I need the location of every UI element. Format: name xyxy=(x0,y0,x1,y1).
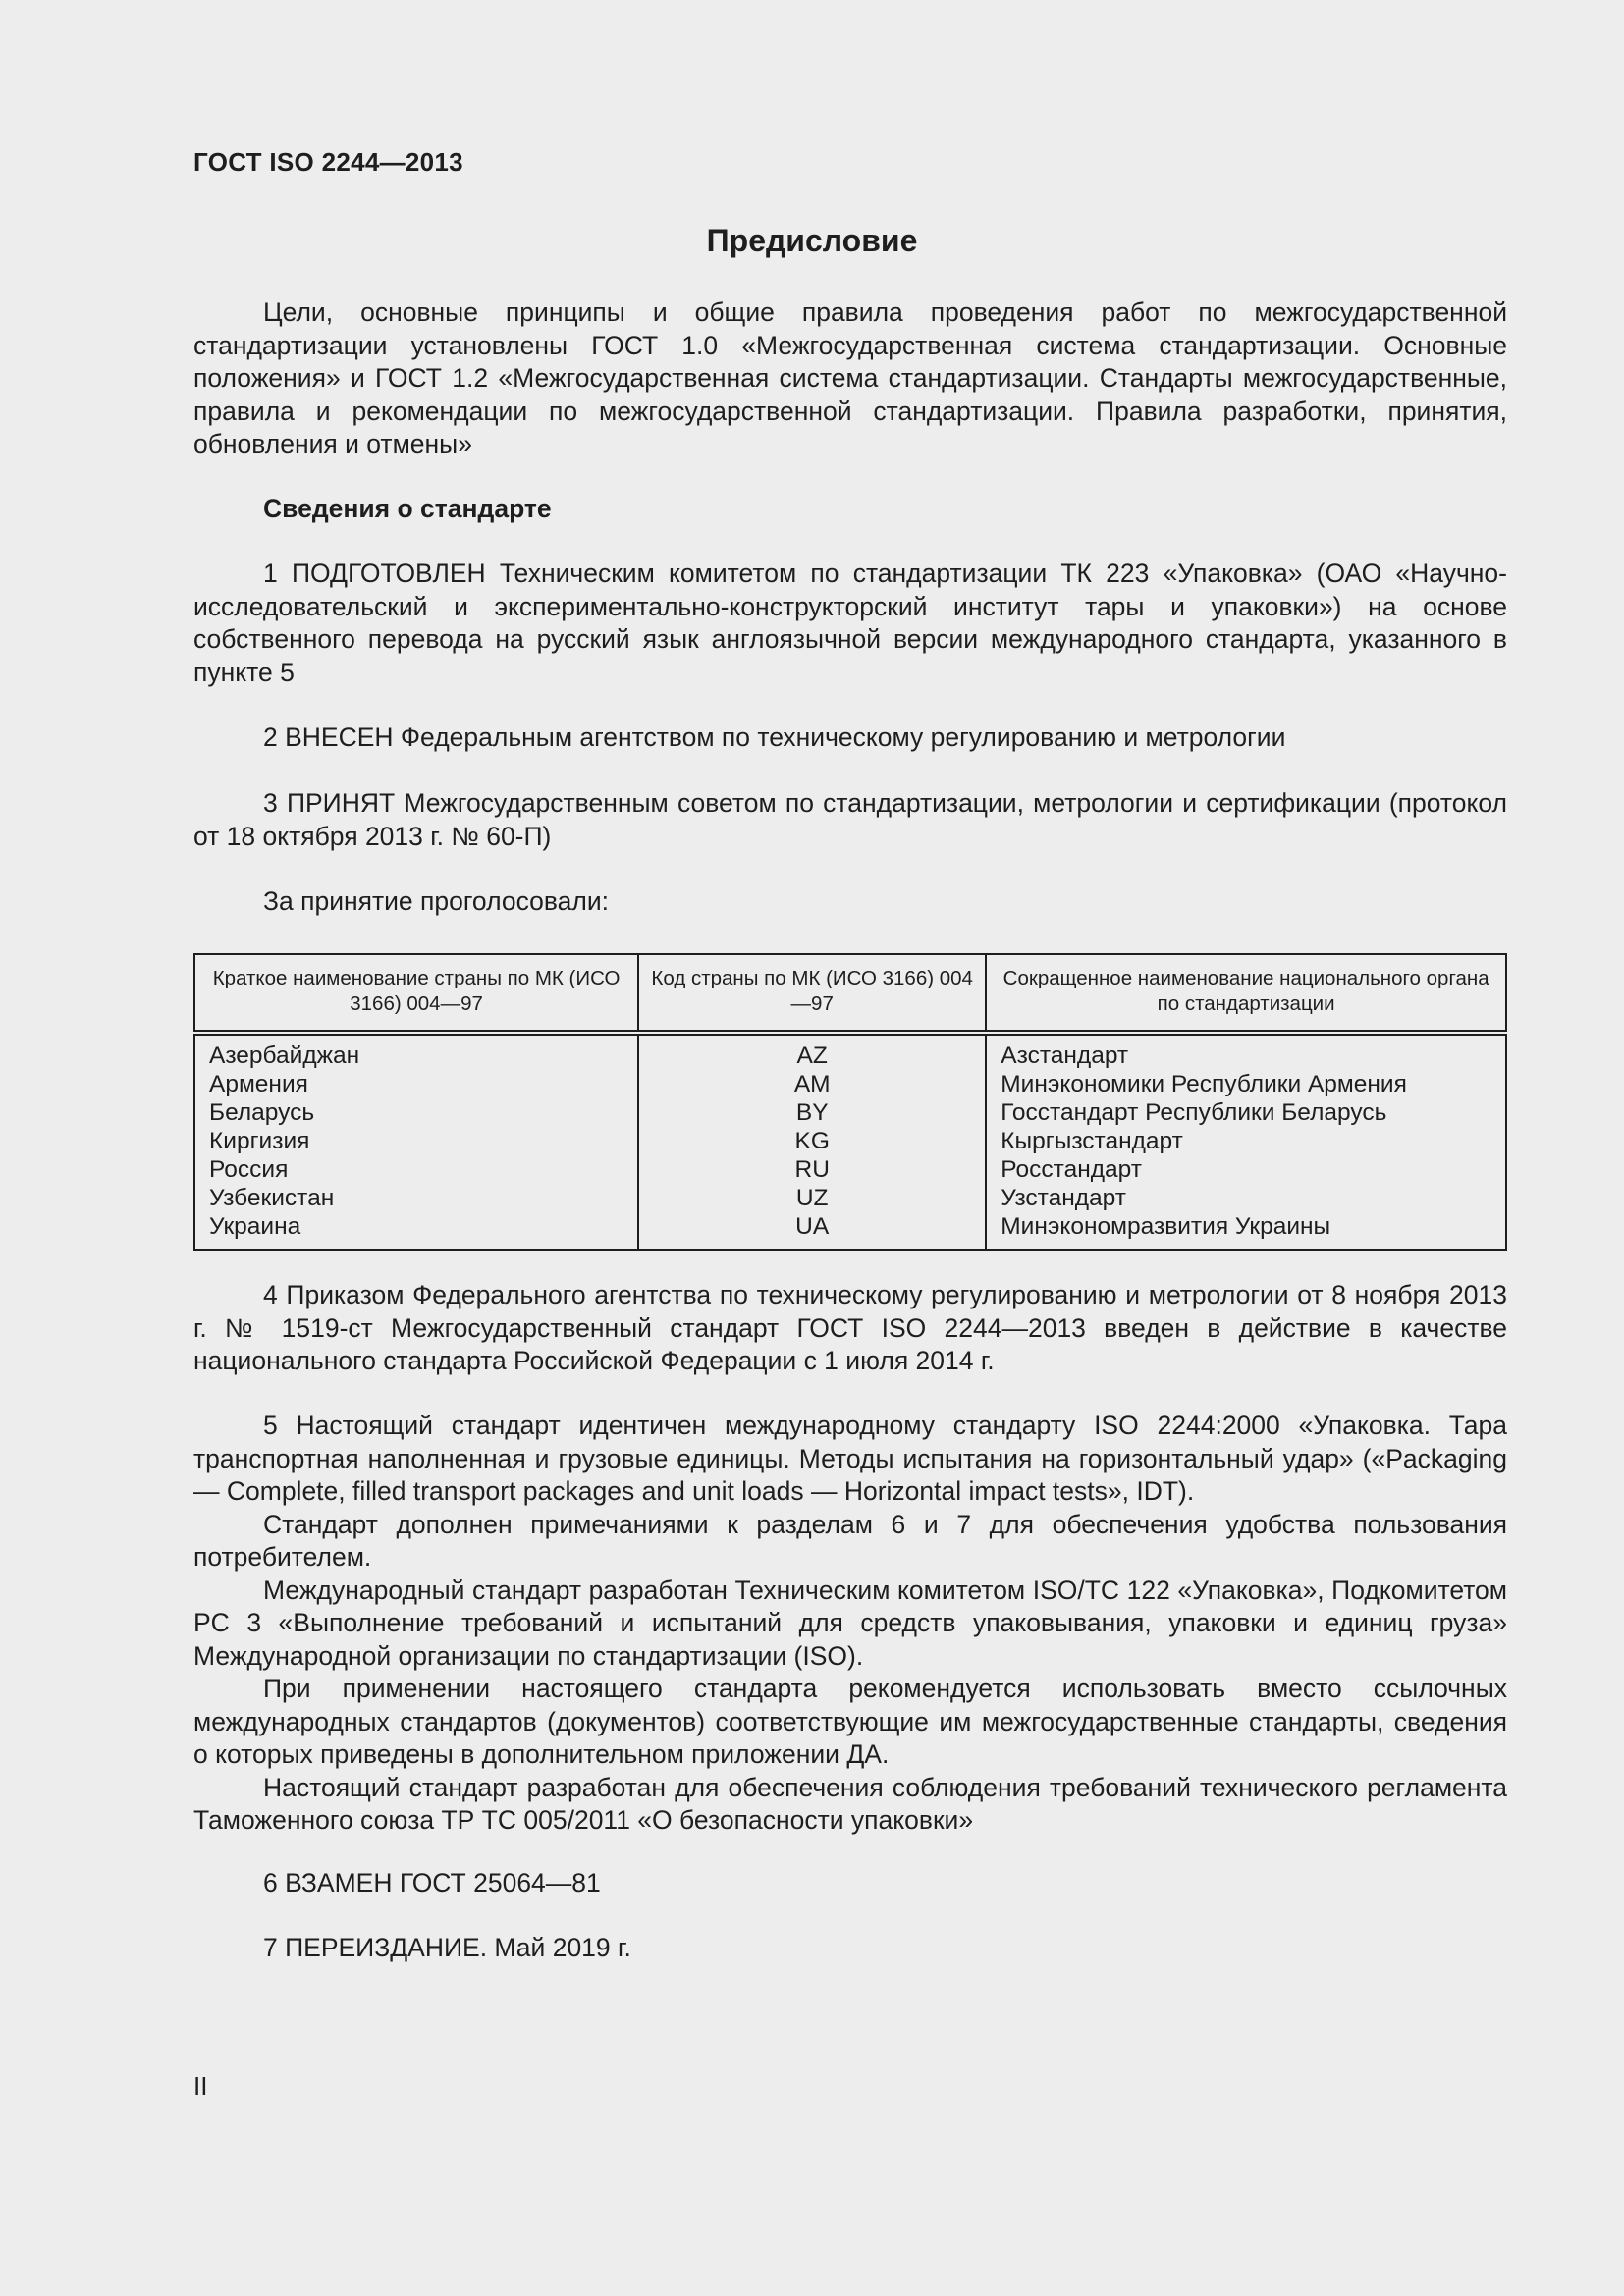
item-5: 5 Настоящий стандарт идентичен международному стандарту ISO 2244:2000 «Упаковка. Тара транспортная наполненная и грузовые единицы. Методы испытания на горизонтальный удар» («Packaging — Complete, filled transport packages and unit loads — Horizontal impact tests», IDT). Стандарт дополнен примечаниями к разделам 6 и 7 для обеспечения удобства пользования потребителем. Международный стандарт разработан Техническим комитетом ISO/TC 122 «Упаковка», Подкомитетом PC 3 «Выполнение требований и испытаний для средств упаковывания, упаковки и единиц груза» Международной организации по стандартизации (ISO). При применении настоящего стандарта рекомендуется использовать вместо ссылочных международных стандартов (документов) соответствующие им межгосударственные стандарты, сведения о которых приведены в дополнительном приложении ДА. Настоящий стандарт разработан для обеспечения соблюдения требований технического регламента Таможенного союза ТР ТС 005/2011 «О безопасности упаковки» xyxy=(193,1411,1507,1835)
body-cell: Минэкономразвития Украины xyxy=(1001,1213,1331,1240)
country-cell: Россия xyxy=(209,1156,289,1183)
code-cell: AZ xyxy=(796,1042,828,1069)
country-cell: Армения xyxy=(209,1071,308,1097)
page-number: II xyxy=(193,2071,208,2101)
code-column xyxy=(638,1033,986,1250)
body-cell: Азстандарт xyxy=(1001,1042,1129,1069)
document-header: ГОСТ ISO 2244—2013 xyxy=(193,147,463,177)
country-cell: Узбекистан xyxy=(209,1185,335,1211)
code-cell: UZ xyxy=(795,1185,829,1211)
code-cell: AM xyxy=(793,1071,831,1097)
body-cell: Кыргызстандарт xyxy=(1001,1128,1183,1154)
table-header-row xyxy=(194,954,1506,1033)
item-1: 1 ПОДГОТОВЛЕН Техническим комитетом по стандартизации ТК 223 «Упаковка» (ОАО «Научно-исследовательский и экспериментально-конструкторский институт тары и упаковки») на основе собственного перевода на русский язык англоязычной версии международного стандарта, указанного в пункте 5 xyxy=(193,559,1507,687)
country-cell: Азербайджан xyxy=(209,1042,360,1069)
column-header-country: Краткое наименование страны по МК (ИСО 3166) 004—97 xyxy=(194,954,638,1033)
country-cell: Беларусь xyxy=(209,1099,315,1126)
item-6: 6 ВЗАМЕН ГОСТ 25064—81 xyxy=(263,1868,601,1897)
info-heading: Сведения о стандарте xyxy=(263,494,552,523)
country-cell: Украина xyxy=(209,1213,301,1240)
body-cell: Узстандарт xyxy=(1001,1185,1126,1211)
country-cell: Киргизия xyxy=(209,1128,310,1154)
body-cell: Госстандарт Республики Беларусь xyxy=(1001,1099,1387,1126)
table-row xyxy=(194,1033,1506,1250)
item-7: 7 ПЕРЕИЗДАНИЕ. Май 2019 г. xyxy=(263,1933,631,1962)
body-cell: Минэкономики Республики Армения xyxy=(1001,1071,1407,1097)
body-cell: Росстандарт xyxy=(1001,1156,1142,1183)
country-column xyxy=(194,1033,638,1250)
code-cell: BY xyxy=(795,1099,829,1126)
item-4: 4 Приказом Федерального агентства по техническому регулированию и метрологии от 8 ноября 2013 г. № 1519-ст Межгосударственный стандарт ГОСТ ISO 2244—2013 введен в действие в качестве национального стандарта Российской Федерации с 1 июля 2014 г. xyxy=(193,1280,1507,1375)
column-header-code: Код страны по МК (ИСО 3166) 004—97 xyxy=(638,954,986,1033)
page-title: Предисловие xyxy=(706,223,918,258)
voting-table xyxy=(193,953,1507,1251)
code-cell: RU xyxy=(794,1156,830,1183)
voted-label: За принятие проголосовали: xyxy=(263,886,610,916)
item-2: 2 ВНЕСЕН Федеральным агентством по техническому регулированию и метрологии xyxy=(263,722,1286,752)
code-cell: KG xyxy=(794,1128,830,1154)
column-header-body: Сокращенное наименование национального органа по стандартизации xyxy=(986,954,1506,1033)
item-3: 3 ПРИНЯТ Межгосударственным советом по стандартизации, метрологии и сертификации (протокол от 18 октября 2013 г. № 60-П) xyxy=(193,788,1507,851)
code-cell: UA xyxy=(795,1213,830,1240)
intro-paragraph: Цели, основные принципы и общие правила проведения работ по межгосударственной стандартизации установлены ГОСТ 1.0 «Межгосударственная система стандартизации. Основные положения» и ГОСТ 1.2 «Межгосударственная система стандартизации. Стандарты межгосударственные, правила и рекомендации по межгосударственной стандартизации. Правила разработки, принятия, обновления и отмены» xyxy=(193,297,1507,458)
body-column xyxy=(986,1033,1506,1250)
